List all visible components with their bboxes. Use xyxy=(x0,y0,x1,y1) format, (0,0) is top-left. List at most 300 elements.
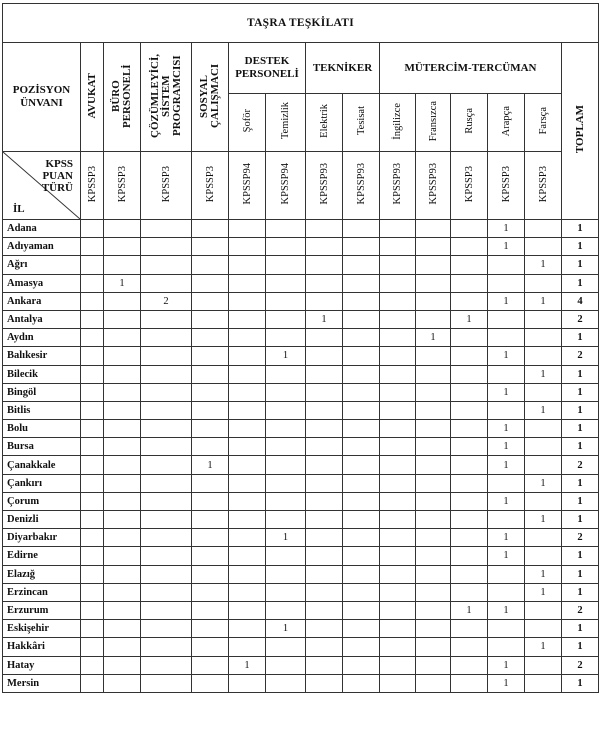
position-count-cell xyxy=(380,420,416,438)
position-count-cell xyxy=(141,310,192,328)
il-header: İL xyxy=(13,203,25,215)
kpss-type: KPSSP93 xyxy=(380,152,416,220)
row-total: 2 xyxy=(562,529,599,547)
position-count-cell xyxy=(488,401,525,419)
position-count-cell xyxy=(306,292,343,310)
position-count-cell xyxy=(525,456,562,474)
position-count-cell xyxy=(81,347,104,365)
table-row xyxy=(3,238,599,256)
position-count-cell xyxy=(416,529,451,547)
position-count-cell xyxy=(343,674,380,692)
position-count-cell xyxy=(343,456,380,474)
position-count-cell xyxy=(380,638,416,656)
position-count-cell xyxy=(525,529,562,547)
position-count-cell xyxy=(141,365,192,383)
position-count-cell xyxy=(141,238,192,256)
position-count-cell xyxy=(451,274,488,292)
position-count-cell xyxy=(380,365,416,383)
position-count-cell xyxy=(306,620,343,638)
position-count-cell xyxy=(451,565,488,583)
position-count-cell xyxy=(416,347,451,365)
position-count-cell xyxy=(81,220,104,238)
position-count-cell xyxy=(81,638,104,656)
position-count-cell xyxy=(416,220,451,238)
province-name: Erzurum xyxy=(3,601,81,619)
position-count-cell xyxy=(81,492,104,510)
position-count-cell xyxy=(380,347,416,365)
position-count-cell xyxy=(104,347,141,365)
position-count-cell: 2 xyxy=(141,292,192,310)
province-name: Amasya xyxy=(3,274,81,292)
position-count-cell xyxy=(451,583,488,601)
position-count-cell: 1 xyxy=(306,310,343,328)
position-count-cell xyxy=(306,274,343,292)
row-total: 1 xyxy=(562,256,599,274)
position-count-cell: 1 xyxy=(488,238,525,256)
position-count-cell xyxy=(229,492,266,510)
position-count-cell xyxy=(416,438,451,456)
position-count-cell xyxy=(380,329,416,347)
row-total: 1 xyxy=(562,565,599,583)
position-count-cell xyxy=(104,656,141,674)
position-count-cell xyxy=(306,256,343,274)
position-count-cell xyxy=(141,274,192,292)
position-count-cell xyxy=(192,383,229,401)
position-count-cell xyxy=(380,601,416,619)
position-count-cell xyxy=(525,601,562,619)
position-count-cell: 1 xyxy=(525,565,562,583)
position-count-cell xyxy=(229,638,266,656)
position-count-cell xyxy=(488,511,525,529)
row-total: 1 xyxy=(562,674,599,692)
position-count-cell xyxy=(81,401,104,419)
table-row xyxy=(3,365,599,383)
position-count-cell xyxy=(525,310,562,328)
position-count-cell xyxy=(380,474,416,492)
position-count-cell: 1 xyxy=(488,420,525,438)
position-count-cell xyxy=(416,256,451,274)
position-count-cell xyxy=(81,656,104,674)
position-count-cell xyxy=(266,274,306,292)
position-count-cell xyxy=(416,620,451,638)
position-count-cell xyxy=(416,511,451,529)
position-count-cell xyxy=(306,401,343,419)
position-count-cell xyxy=(343,565,380,583)
position-count-cell xyxy=(192,365,229,383)
row-total: 1 xyxy=(562,274,599,292)
kpss-type: KPSSP93 xyxy=(306,152,343,220)
position-count-cell xyxy=(266,365,306,383)
position-count-cell xyxy=(343,547,380,565)
position-count-cell xyxy=(192,292,229,310)
position-count-cell xyxy=(343,438,380,456)
province-name: Bitlis xyxy=(3,401,81,419)
position-count-cell: 1 xyxy=(229,656,266,674)
table-row xyxy=(3,310,599,328)
position-count-cell xyxy=(104,474,141,492)
position-count-cell xyxy=(343,620,380,638)
position-count-cell xyxy=(306,492,343,510)
position-count-cell xyxy=(343,256,380,274)
province-name: Elazığ xyxy=(3,565,81,583)
position-count-cell xyxy=(306,529,343,547)
position-count-cell xyxy=(141,438,192,456)
row-total: 1 xyxy=(562,383,599,401)
position-count-cell: 1 xyxy=(104,274,141,292)
row-total: 2 xyxy=(562,310,599,328)
province-name: Adıyaman xyxy=(3,238,81,256)
sub-fransizca: Fransızca xyxy=(416,94,451,152)
position-count-cell xyxy=(229,310,266,328)
table-row xyxy=(3,583,599,601)
position-count-cell: 1 xyxy=(488,347,525,365)
kpss-type: KPSSP3 xyxy=(192,152,229,220)
position-count-cell: 1 xyxy=(525,292,562,310)
position-count-cell xyxy=(380,292,416,310)
position-count-cell xyxy=(229,474,266,492)
position-count-cell xyxy=(104,674,141,692)
position-count-cell xyxy=(451,547,488,565)
position-count-cell xyxy=(229,601,266,619)
kpss-type: KPSSP3 xyxy=(141,152,192,220)
table-row xyxy=(3,674,599,692)
province-name: Hatay xyxy=(3,656,81,674)
position-count-cell xyxy=(343,511,380,529)
table-row xyxy=(3,529,599,547)
position-count-cell xyxy=(229,329,266,347)
position-count-cell xyxy=(266,656,306,674)
table-row xyxy=(3,347,599,365)
sub-tesisat: Tesisat xyxy=(343,94,380,152)
position-count-cell xyxy=(266,256,306,274)
position-count-cell xyxy=(451,474,488,492)
position-count-cell xyxy=(141,220,192,238)
position-count-cell xyxy=(416,656,451,674)
position-count-cell xyxy=(266,474,306,492)
position-count-cell xyxy=(266,565,306,583)
position-count-cell: 1 xyxy=(488,656,525,674)
table-row xyxy=(3,383,599,401)
position-count-cell xyxy=(343,274,380,292)
position-count-cell xyxy=(104,601,141,619)
position-count-cell: 1 xyxy=(488,292,525,310)
position-count-cell xyxy=(525,438,562,456)
position-count-cell xyxy=(192,583,229,601)
position-count-cell xyxy=(192,438,229,456)
row-total: 1 xyxy=(562,583,599,601)
kpss-type: KPSSP94 xyxy=(229,152,266,220)
position-count-cell xyxy=(141,674,192,692)
position-count-cell xyxy=(104,638,141,656)
row-total: 1 xyxy=(562,238,599,256)
position-count-cell xyxy=(104,565,141,583)
position-count-cell xyxy=(525,547,562,565)
position-count-cell xyxy=(451,401,488,419)
position-count-cell xyxy=(451,456,488,474)
position-count-cell xyxy=(416,292,451,310)
group-tekniker: TEKNİKER xyxy=(306,43,380,94)
position-count-cell xyxy=(192,401,229,419)
position-count-cell xyxy=(451,529,488,547)
position-count-cell xyxy=(343,401,380,419)
position-count-cell xyxy=(266,420,306,438)
position-count-cell xyxy=(525,238,562,256)
sub-elektrik: Elektrik xyxy=(306,94,343,152)
position-count-cell xyxy=(81,256,104,274)
table-row xyxy=(3,438,599,456)
position-count-cell xyxy=(380,674,416,692)
position-count-cell xyxy=(141,638,192,656)
position-count-cell xyxy=(229,674,266,692)
position-count-cell xyxy=(416,547,451,565)
position-count-cell xyxy=(416,420,451,438)
group-mutercim-tercuman: MÜTERCİM-TERCÜMAN xyxy=(380,43,562,94)
position-count-cell: 1 xyxy=(266,529,306,547)
position-count-cell xyxy=(380,238,416,256)
province-name: Edirne xyxy=(3,547,81,565)
table-row xyxy=(3,601,599,619)
position-count-cell xyxy=(229,583,266,601)
province-name: Adana xyxy=(3,220,81,238)
position-count-cell xyxy=(229,347,266,365)
row-total: 1 xyxy=(562,620,599,638)
position-count-cell xyxy=(488,274,525,292)
position-count-cell xyxy=(229,292,266,310)
position-count-cell xyxy=(229,565,266,583)
position-count-cell xyxy=(81,310,104,328)
position-count-cell xyxy=(343,220,380,238)
kpss-type: KPSSP3 xyxy=(488,152,525,220)
row-total: 2 xyxy=(562,656,599,674)
position-count-cell xyxy=(229,547,266,565)
position-count-cell xyxy=(306,565,343,583)
position-count-cell: 1 xyxy=(525,474,562,492)
position-count-cell xyxy=(343,529,380,547)
title-row xyxy=(3,4,599,43)
table-row xyxy=(3,292,599,310)
position-count-cell: 1 xyxy=(488,220,525,238)
position-count-cell xyxy=(488,365,525,383)
position-count-cell xyxy=(343,474,380,492)
position-count-cell xyxy=(451,292,488,310)
position-count-cell: 1 xyxy=(525,583,562,601)
table-row xyxy=(3,329,599,347)
province-name: Erzincan xyxy=(3,583,81,601)
position-count-cell xyxy=(104,292,141,310)
position-count-cell xyxy=(451,492,488,510)
position-count-cell xyxy=(488,329,525,347)
position-count-cell xyxy=(141,256,192,274)
position-count-cell xyxy=(141,347,192,365)
position-count-cell xyxy=(229,438,266,456)
province-name: Antalya xyxy=(3,310,81,328)
position-count-cell xyxy=(192,547,229,565)
position-count-cell xyxy=(104,220,141,238)
sub-ingilizce: İngilizce xyxy=(380,94,416,152)
province-name: Eskişehir xyxy=(3,620,81,638)
position-count-cell xyxy=(104,238,141,256)
position-count-cell xyxy=(306,601,343,619)
position-count-cell xyxy=(488,256,525,274)
province-name: Ağrı xyxy=(3,256,81,274)
position-count-cell xyxy=(451,220,488,238)
position-count-cell xyxy=(81,438,104,456)
position-count-cell xyxy=(451,638,488,656)
position-count-cell xyxy=(266,438,306,456)
position-count-cell xyxy=(416,401,451,419)
position-count-cell xyxy=(192,620,229,638)
position-count-cell xyxy=(229,256,266,274)
sub-farsca: Farsça xyxy=(525,94,562,152)
position-count-cell xyxy=(343,238,380,256)
province-name: Çanakkale xyxy=(3,456,81,474)
position-count-cell xyxy=(343,329,380,347)
row-total: 1 xyxy=(562,329,599,347)
position-count-cell xyxy=(81,420,104,438)
position-count-cell xyxy=(141,456,192,474)
position-count-cell xyxy=(416,638,451,656)
position-count-cell xyxy=(306,420,343,438)
position-count-cell xyxy=(81,329,104,347)
province-name: Denizli xyxy=(3,511,81,529)
position-count-cell xyxy=(525,383,562,401)
position-count-cell xyxy=(192,638,229,656)
kpss-type: KPSSP3 xyxy=(81,152,104,220)
position-count-cell xyxy=(192,601,229,619)
kpss-type: KPSSP3 xyxy=(104,152,141,220)
row-total: 2 xyxy=(562,456,599,474)
position-count-cell xyxy=(343,347,380,365)
position-count-cell xyxy=(380,274,416,292)
table-row xyxy=(3,511,599,529)
group-header-row xyxy=(3,43,599,94)
position-count-cell xyxy=(141,383,192,401)
position-count-cell xyxy=(451,383,488,401)
position-count-cell xyxy=(229,529,266,547)
province-name: Bingöl xyxy=(3,383,81,401)
position-count-cell xyxy=(306,438,343,456)
position-count-cell xyxy=(380,383,416,401)
position-count-cell xyxy=(525,420,562,438)
position-count-cell: 1 xyxy=(488,674,525,692)
position-count-cell xyxy=(525,656,562,674)
row-total: 1 xyxy=(562,420,599,438)
position-count-cell xyxy=(380,529,416,547)
position-count-cell xyxy=(229,383,266,401)
kpss-type: KPSSP94 xyxy=(266,152,306,220)
position-count-cell xyxy=(525,347,562,365)
position-count-cell xyxy=(141,547,192,565)
position-count-cell xyxy=(488,310,525,328)
position-count-cell xyxy=(451,347,488,365)
position-count-cell: 1 xyxy=(488,492,525,510)
position-count-cell xyxy=(81,474,104,492)
position-count-cell xyxy=(266,310,306,328)
province-name: Hakkâri xyxy=(3,638,81,656)
position-count-cell xyxy=(81,674,104,692)
position-count-cell xyxy=(81,583,104,601)
position-count-cell: 1 xyxy=(488,438,525,456)
position-buro-personeli: BÜRO PERSONELİ xyxy=(104,43,141,152)
position-count-cell xyxy=(306,329,343,347)
position-count-cell xyxy=(380,438,416,456)
table-row xyxy=(3,401,599,419)
position-count-cell xyxy=(451,256,488,274)
row-total: 1 xyxy=(562,474,599,492)
position-count-cell xyxy=(229,420,266,438)
position-count-cell xyxy=(306,474,343,492)
position-count-cell xyxy=(488,620,525,638)
sub-rusca: Rusça xyxy=(451,94,488,152)
position-count-cell xyxy=(81,601,104,619)
position-count-cell xyxy=(81,511,104,529)
position-count-cell xyxy=(343,656,380,674)
position-count-cell xyxy=(81,620,104,638)
position-count-cell xyxy=(266,292,306,310)
position-count-cell xyxy=(451,438,488,456)
position-count-cell xyxy=(380,401,416,419)
table-row xyxy=(3,656,599,674)
position-count-cell xyxy=(104,310,141,328)
province-name: Bursa xyxy=(3,438,81,456)
position-count-cell xyxy=(141,474,192,492)
province-name: Çankırı xyxy=(3,474,81,492)
table-row xyxy=(3,547,599,565)
position-count-cell xyxy=(380,583,416,601)
position-count-cell xyxy=(229,511,266,529)
province-name: Mersin xyxy=(3,674,81,692)
position-count-cell xyxy=(104,401,141,419)
position-count-cell xyxy=(266,456,306,474)
position-count-cell: 1 xyxy=(266,620,306,638)
row-total: 1 xyxy=(562,220,599,238)
row-total: 2 xyxy=(562,601,599,619)
row-total: 1 xyxy=(562,492,599,510)
position-count-cell xyxy=(192,492,229,510)
position-count-cell xyxy=(488,474,525,492)
position-count-cell xyxy=(266,329,306,347)
position-count-cell xyxy=(192,329,229,347)
row-total: 1 xyxy=(562,365,599,383)
position-count-cell xyxy=(81,565,104,583)
position-count-cell xyxy=(141,565,192,583)
position-count-cell xyxy=(451,238,488,256)
position-count-cell: 1 xyxy=(525,365,562,383)
position-count-cell xyxy=(380,220,416,238)
position-count-cell xyxy=(141,583,192,601)
position-count-cell xyxy=(488,638,525,656)
position-count-cell xyxy=(141,511,192,529)
table-row xyxy=(3,256,599,274)
position-count-cell xyxy=(343,310,380,328)
position-count-cell xyxy=(525,220,562,238)
position-count-cell xyxy=(104,329,141,347)
position-count-cell: 1 xyxy=(266,347,306,365)
position-count-cell xyxy=(81,547,104,565)
sub-arapca: Arapça xyxy=(488,94,525,152)
position-count-cell xyxy=(104,438,141,456)
position-count-cell xyxy=(416,365,451,383)
position-count-cell xyxy=(451,674,488,692)
position-count-cell: 1 xyxy=(525,256,562,274)
position-count-cell xyxy=(306,365,343,383)
position-count-cell xyxy=(266,601,306,619)
position-count-cell xyxy=(192,347,229,365)
position-count-cell: 1 xyxy=(451,310,488,328)
total-header: TOPLAM xyxy=(562,43,599,220)
position-count-cell xyxy=(416,238,451,256)
kpss-type: KPSSP93 xyxy=(416,152,451,220)
